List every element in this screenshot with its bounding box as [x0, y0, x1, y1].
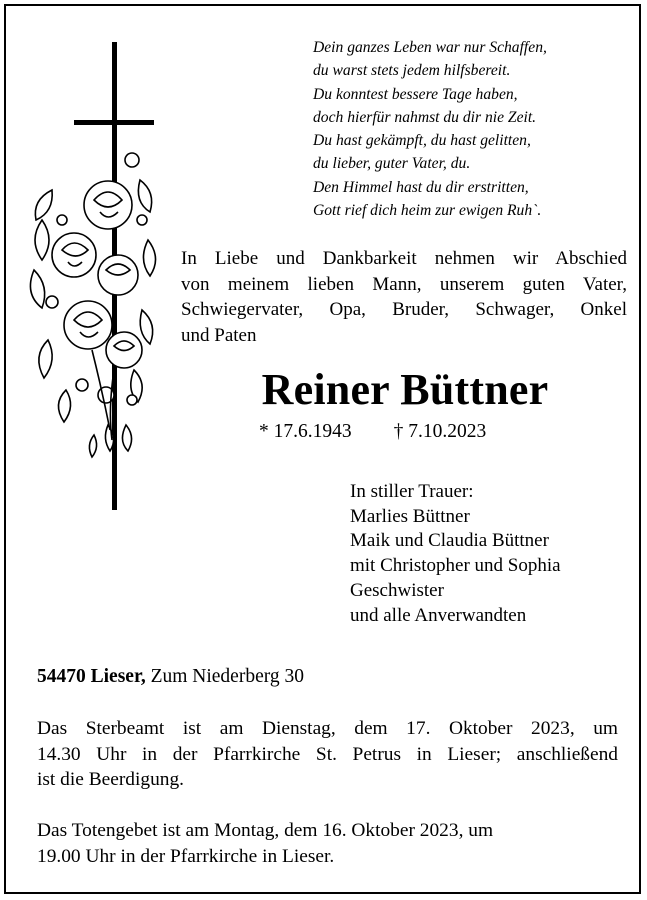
poem-line: du warst stets jedem hilfsbereit. — [313, 62, 511, 80]
address-street: Zum Niederberg 30 — [145, 666, 305, 687]
intro-line: von meinem lieben Mann, unserem guten Vater, — [181, 273, 627, 295]
poem-line: Den Himmel hast du dir erstritten, — [313, 178, 529, 196]
poem-line: Dein ganzes Leben war nur Schaffen, — [313, 39, 547, 56]
poem-line: du lieber, guter Vater, du. — [313, 155, 471, 173]
mourner: mit Christopher und Sophia — [350, 555, 561, 577]
mourners-list — [350, 480, 561, 628]
poem-line: doch hierfür nahmst du dir nie Zeit. — [313, 108, 537, 126]
farewell-intro — [181, 246, 627, 348]
family-address — [37, 665, 304, 689]
memorial-poem — [313, 36, 633, 222]
intro-line: In Liebe und Dankbarkeit nehmen wir Abschied — [181, 248, 627, 269]
birth-date: * 17.6.1943 — [259, 421, 352, 442]
prayer-notice — [37, 818, 618, 869]
mourner: Maik und Claudia Büttner — [350, 530, 549, 552]
intro-line: und Paten — [181, 324, 257, 346]
funeral-notice — [37, 716, 618, 793]
death-date: † 7.10.2023 — [393, 421, 487, 442]
funeral-line: Das Sterbeamt ist am Dienstag, dem 17. Oktober 2023, um — [37, 718, 618, 739]
life-dates — [259, 420, 486, 444]
prayer-line: 19.00 Uhr in der Pfarrkirche in Lieser. — [37, 845, 335, 867]
funeral-line: 14.30 Uhr in der Pfarrkirche St. Petrus in Lieser; anschließend — [37, 743, 618, 765]
address-city: 54470 Lieser, — [37, 666, 146, 687]
deceased-name: Reiner Büttner — [261, 365, 549, 414]
mourner: Marlies Büttner — [350, 505, 470, 527]
intro-line: Schwiegervater, Opa, Bruder, Schwager, Onkel — [181, 299, 627, 320]
mourners-heading: In stiller Trauer: — [350, 481, 474, 502]
poem-line: Du hast gekämpft, du hast gelitten, — [313, 132, 531, 150]
poem-line: Gott rief dich heim zur ewigen Ruh`. — [313, 202, 542, 220]
prayer-line: Das Totengebet ist am Montag, dem 16. Oktober 2023, um — [37, 820, 494, 841]
poem-line: Du konntest bessere Tage haben, — [313, 85, 518, 103]
cross-with-roses-icon — [22, 40, 162, 520]
funeral-line: ist die Beerdigung. — [37, 769, 185, 791]
mourner: Geschwister — [350, 579, 444, 601]
mourner: und alle Anverwandten — [350, 604, 527, 626]
